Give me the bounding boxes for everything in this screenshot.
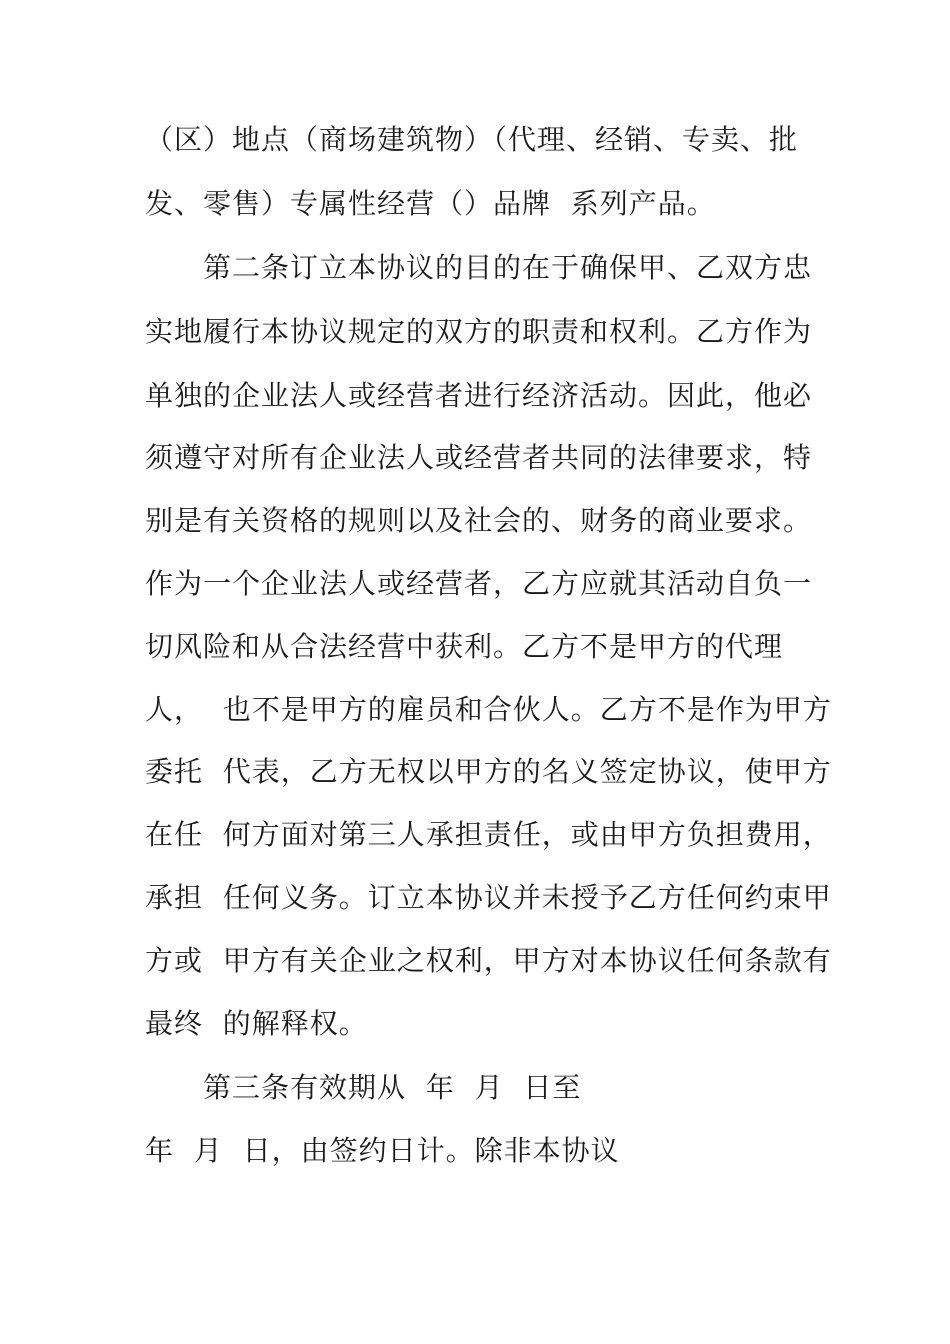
text-line: 单独的企业法人或经营者进行经济活动。因此，他必 [145, 379, 813, 412]
text-line: （区）地点（商场建筑物）（代理、经销、专卖、批 [145, 123, 799, 156]
paragraph-start-line: 第三条有效期从 年 月 日至 [203, 1071, 582, 1104]
text-line: 人， 也不是甲方的雇员和合伙人。乙方不是作为甲方 [145, 693, 832, 726]
paragraph-start-line: 第二条订立本协议的目的在于确保甲、乙双方忠 [203, 251, 813, 284]
text-line: 在任 何方面对第三人承担责任，或由甲方负担费用， [145, 818, 832, 851]
text-line: 方或 甲方有关企业之权利，甲方对本协议任何条款有 [145, 944, 832, 977]
text-line: 别是有关资格的规则以及社会的、财务的商业要求。 [145, 504, 813, 537]
text-line: 实地履行本协议规定的双方的职责和权利。乙方作为 [145, 315, 813, 348]
text-line: 须遵守对所有企业法人或经营者共同的法律要求，特 [145, 441, 813, 474]
text-line: 切风险和从合法经营中获利。乙方不是甲方的代理 [145, 630, 784, 663]
text-line: 承担 任何义务。订立本协议并未授予乙方任何约束甲 [145, 881, 832, 914]
text-line: 作为一个企业法人或经营者，乙方应就其活动自负一 [145, 567, 813, 600]
text-line: 委托 代表，乙方无权以甲方的名义签定协议，使甲方 [145, 755, 832, 788]
text-line: 年 月 日，由签约日计。除非本协议 [145, 1134, 620, 1167]
text-line: 最终 的解释权。 [145, 1007, 368, 1040]
text-line: 发、零售）专属性经营（）品牌 系列产品。 [145, 187, 716, 220]
